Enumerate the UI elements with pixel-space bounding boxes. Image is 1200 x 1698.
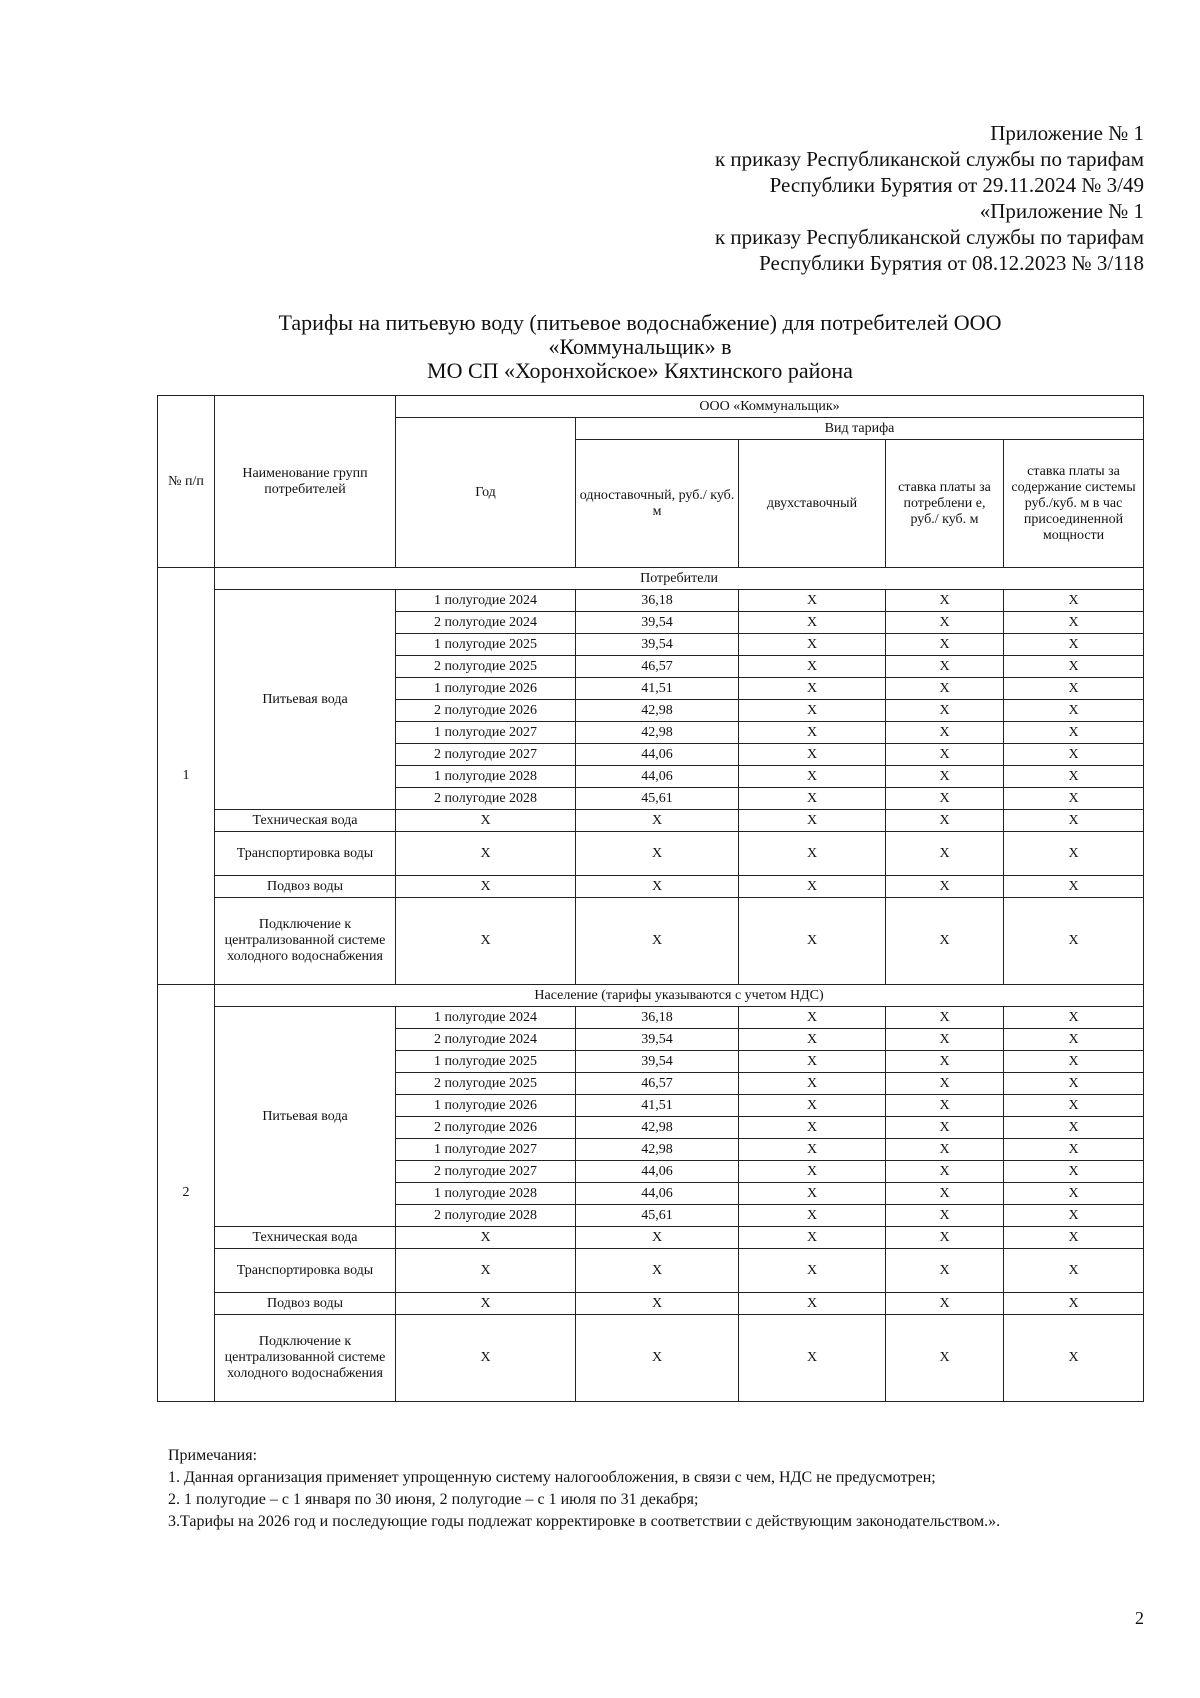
two-part-rate-cell: X <box>739 700 886 722</box>
capacity-rate-cell: X <box>1004 1117 1144 1139</box>
capacity-rate-cell: X <box>1004 832 1144 876</box>
consumption-rate-cell: X <box>886 1051 1004 1073</box>
two-part-rate-cell: X <box>739 1315 886 1402</box>
single-rate-cell: 44,06 <box>576 1161 739 1183</box>
capacity-rate-cell: X <box>1004 634 1144 656</box>
period-cell: 2 полугодие 2027 <box>396 744 576 766</box>
consumption-rate-cell: X <box>886 744 1004 766</box>
capacity-rate-cell: X <box>1004 700 1144 722</box>
consumption-rate-cell: X <box>886 656 1004 678</box>
page-number: 2 <box>1135 1608 1144 1628</box>
capacity-rate-cell: X <box>1004 722 1144 744</box>
single-rate-cell: 44,06 <box>576 766 739 788</box>
year-cell: X <box>396 1315 576 1402</box>
year-cell: X <box>396 1293 576 1315</box>
table-row <box>158 1315 1144 1402</box>
two-part-rate-cell: X <box>739 1293 886 1315</box>
period-cell: 2 полугодие 2026 <box>396 700 576 722</box>
section-number: 1 <box>158 568 215 985</box>
header-num: № п/п <box>158 396 215 568</box>
single-rate-cell: 41,51 <box>576 678 739 700</box>
single-rate-cell: X <box>576 1315 739 1402</box>
period-cell: 1 полугодие 2025 <box>396 1051 576 1073</box>
section-title-row <box>158 985 1144 1007</box>
consumption-rate-cell: X <box>886 1007 1004 1029</box>
capacity-rate-cell: X <box>1004 1227 1144 1249</box>
table-row <box>158 876 1144 898</box>
single-rate-cell: 45,61 <box>576 788 739 810</box>
single-rate-cell: 45,61 <box>576 1205 739 1227</box>
group-name: Питьевая вода <box>215 1007 396 1227</box>
section-title-row <box>158 568 1144 590</box>
capacity-rate-cell: X <box>1004 590 1144 612</box>
table-row <box>158 1249 1144 1293</box>
two-part-rate-cell: X <box>739 1073 886 1095</box>
single-rate-cell: 41,51 <box>576 1095 739 1117</box>
capacity-rate-cell: X <box>1004 612 1144 634</box>
table-row <box>158 590 1144 612</box>
period-cell: 1 полугодие 2027 <box>396 722 576 744</box>
period-cell: 2 полугодие 2026 <box>396 1117 576 1139</box>
capacity-rate-cell: X <box>1004 1249 1144 1293</box>
period-cell: 2 полугодие 2025 <box>396 656 576 678</box>
two-part-rate-cell: X <box>739 656 886 678</box>
consumption-rate-cell: X <box>886 700 1004 722</box>
two-part-rate-cell: X <box>739 876 886 898</box>
single-rate-cell: 44,06 <box>576 1183 739 1205</box>
group-name: Подвоз воды <box>215 876 396 898</box>
period-cell: 2 полугодие 2028 <box>396 1205 576 1227</box>
header-consumption-rate: ставка платы за потреблени е, руб./ куб. м <box>886 440 1004 568</box>
period-cell: 1 полугодие 2025 <box>396 634 576 656</box>
capacity-rate-cell: X <box>1004 1161 1144 1183</box>
two-part-rate-cell: X <box>739 744 886 766</box>
single-rate-cell: X <box>576 832 739 876</box>
single-rate-cell: 36,18 <box>576 1007 739 1029</box>
year-cell: X <box>396 832 576 876</box>
period-cell: 1 полугодие 2028 <box>396 766 576 788</box>
two-part-rate-cell: X <box>739 766 886 788</box>
consumption-rate-cell: X <box>886 1315 1004 1402</box>
period-cell: 1 полугодие 2026 <box>396 678 576 700</box>
header-line: к приказу Республиканской службы по тарифам <box>714 225 1144 249</box>
single-rate-cell: 46,57 <box>576 1073 739 1095</box>
group-name: Транспортировка воды <box>215 832 396 876</box>
year-cell: X <box>396 876 576 898</box>
two-part-rate-cell: X <box>739 1051 886 1073</box>
two-part-rate-cell: X <box>739 810 886 832</box>
two-part-rate-cell: X <box>739 832 886 876</box>
header-line: Республики Бурятия от 29.11.2024 № 3/49 <box>769 173 1144 197</box>
header-two-part-rate: двухставочный <box>739 440 886 568</box>
group-name: Техническая вода <box>215 810 396 832</box>
two-part-rate-cell: X <box>739 1227 886 1249</box>
consumption-rate-cell: X <box>886 590 1004 612</box>
year-cell: X <box>396 1227 576 1249</box>
group-name: Подключение к централизованной системе холодного водоснабжения <box>215 1315 396 1402</box>
capacity-rate-cell: X <box>1004 678 1144 700</box>
two-part-rate-cell: X <box>739 788 886 810</box>
consumption-rate-cell: X <box>886 832 1004 876</box>
capacity-rate-cell: X <box>1004 1073 1144 1095</box>
notes-section <box>168 1445 1144 1533</box>
single-rate-cell: X <box>576 1293 739 1315</box>
two-part-rate-cell: X <box>739 1029 886 1051</box>
header-org: ООО «Коммунальщик» <box>396 396 1144 418</box>
two-part-rate-cell: X <box>739 722 886 744</box>
single-rate-cell: X <box>576 1227 739 1249</box>
two-part-rate-cell: X <box>739 1139 886 1161</box>
table-row <box>158 810 1144 832</box>
consumption-rate-cell: X <box>886 766 1004 788</box>
table-row <box>158 832 1144 876</box>
single-rate-cell: 42,98 <box>576 1117 739 1139</box>
two-part-rate-cell: X <box>739 1007 886 1029</box>
two-part-rate-cell: X <box>739 678 886 700</box>
consumption-rate-cell: X <box>886 678 1004 700</box>
period-cell: 2 полугодие 2028 <box>396 788 576 810</box>
period-cell: 2 полугодие 2024 <box>396 1029 576 1051</box>
single-rate-cell: 42,98 <box>576 722 739 744</box>
capacity-rate-cell: X <box>1004 898 1144 985</box>
notes-heading: Примечания: <box>168 1447 258 1464</box>
section-number: 2 <box>158 985 215 1402</box>
group-name: Подвоз воды <box>215 1293 396 1315</box>
year-cell: X <box>396 810 576 832</box>
header-line: к приказу Республиканской службы по тарифам <box>714 147 1144 171</box>
period-cell: 2 полугодие 2027 <box>396 1161 576 1183</box>
consumption-rate-cell: X <box>886 1161 1004 1183</box>
consumption-rate-cell: X <box>886 876 1004 898</box>
note-item: 1. Данная организация применяет упрощенную систему налогообложения, в связи с чем, НДС не предусмотрен; <box>168 1469 936 1486</box>
capacity-rate-cell: X <box>1004 1183 1144 1205</box>
single-rate-cell: 42,98 <box>576 1139 739 1161</box>
header-single-rate: одноставочный, руб./ куб. м <box>576 440 739 568</box>
consumption-rate-cell: X <box>886 1073 1004 1095</box>
header-capacity-rate: ставка платы за содержание системы руб./куб. м в час присоединенной мощности <box>1004 440 1144 568</box>
two-part-rate-cell: X <box>739 1183 886 1205</box>
capacity-rate-cell: X <box>1004 1205 1144 1227</box>
title-line: МО СП «Хоронхойское» Кяхтинского района <box>427 358 853 383</box>
consumption-rate-cell: X <box>886 788 1004 810</box>
table-row <box>158 1227 1144 1249</box>
year-cell: X <box>396 1249 576 1293</box>
two-part-rate-cell: X <box>739 590 886 612</box>
header-tariff-type: Вид тарифа <box>576 418 1144 440</box>
single-rate-cell: 39,54 <box>576 634 739 656</box>
period-cell: 1 полугодие 2024 <box>396 590 576 612</box>
table-body <box>158 568 1144 1402</box>
capacity-rate-cell: X <box>1004 744 1144 766</box>
single-rate-cell: 42,98 <box>576 700 739 722</box>
consumption-rate-cell: X <box>886 612 1004 634</box>
title-line: «Коммунальщик» в <box>548 334 732 359</box>
capacity-rate-cell: X <box>1004 1139 1144 1161</box>
two-part-rate-cell: X <box>739 1161 886 1183</box>
year-cell: X <box>396 898 576 985</box>
consumption-rate-cell: X <box>886 1029 1004 1051</box>
consumption-rate-cell: X <box>886 634 1004 656</box>
consumption-rate-cell: X <box>886 1139 1004 1161</box>
capacity-rate-cell: X <box>1004 876 1144 898</box>
two-part-rate-cell: X <box>739 634 886 656</box>
capacity-rate-cell: X <box>1004 656 1144 678</box>
table-row <box>158 898 1144 985</box>
capacity-rate-cell: X <box>1004 1315 1144 1402</box>
single-rate-cell: X <box>576 898 739 985</box>
capacity-rate-cell: X <box>1004 788 1144 810</box>
document-title <box>150 311 1130 383</box>
period-cell: 2 полугодие 2025 <box>396 1073 576 1095</box>
tariff-table <box>157 395 1144 1402</box>
header-year: Год <box>396 418 576 568</box>
consumption-rate-cell: X <box>886 1117 1004 1139</box>
group-name: Питьевая вода <box>215 590 396 810</box>
header-group: Наименование групп потребителей <box>215 396 396 568</box>
capacity-rate-cell: X <box>1004 1051 1144 1073</box>
table-row <box>158 1293 1144 1315</box>
capacity-rate-cell: X <box>1004 810 1144 832</box>
note-item: 3.Тарифы на 2026 год и последующие годы подлежат корректировке в соответствии с действующим законодательством.». <box>168 1513 1001 1530</box>
single-rate-cell: X <box>576 810 739 832</box>
single-rate-cell: 36,18 <box>576 590 739 612</box>
single-rate-cell: 39,54 <box>576 1029 739 1051</box>
consumption-rate-cell: X <box>886 1227 1004 1249</box>
consumption-rate-cell: X <box>886 1095 1004 1117</box>
capacity-rate-cell: X <box>1004 766 1144 788</box>
capacity-rate-cell: X <box>1004 1293 1144 1315</box>
appendix-header <box>544 120 1144 276</box>
two-part-rate-cell: X <box>739 1205 886 1227</box>
period-cell: 1 полугодие 2028 <box>396 1183 576 1205</box>
two-part-rate-cell: X <box>739 1249 886 1293</box>
header-line: Приложение № 1 <box>990 121 1144 145</box>
title-line: Тарифы на питьевую воду (питьевое водоснабжение) для потребителей ООО <box>278 310 1002 335</box>
two-part-rate-cell: X <box>739 1095 886 1117</box>
consumption-rate-cell: X <box>886 1293 1004 1315</box>
single-rate-cell: 44,06 <box>576 744 739 766</box>
consumption-rate-cell: X <box>886 722 1004 744</box>
period-cell: 1 полугодие 2026 <box>396 1095 576 1117</box>
single-rate-cell: 39,54 <box>576 1051 739 1073</box>
single-rate-cell: 39,54 <box>576 612 739 634</box>
period-cell: 1 полугодие 2027 <box>396 1139 576 1161</box>
section-title: Потребители <box>215 568 1144 590</box>
header-line: Республики Бурятия от 08.12.2023 № 3/118 <box>759 251 1144 275</box>
single-rate-cell: X <box>576 1249 739 1293</box>
two-part-rate-cell: X <box>739 898 886 985</box>
consumption-rate-cell: X <box>886 810 1004 832</box>
consumption-rate-cell: X <box>886 898 1004 985</box>
consumption-rate-cell: X <box>886 1183 1004 1205</box>
consumption-rate-cell: X <box>886 1205 1004 1227</box>
group-name: Подключение к централизованной системе холодного водоснабжения <box>215 898 396 985</box>
note-item: 2. 1 полугодие – с 1 января по 30 июня, 2 полугодие – с 1 июля по 31 декабря; <box>168 1491 699 1508</box>
period-cell: 2 полугодие 2024 <box>396 612 576 634</box>
section-title: Население (тарифы указываются с учетом НДС) <box>215 985 1144 1007</box>
group-name: Техническая вода <box>215 1227 396 1249</box>
period-cell: 1 полугодие 2024 <box>396 1007 576 1029</box>
two-part-rate-cell: X <box>739 1117 886 1139</box>
header-line: «Приложение № 1 <box>979 199 1144 223</box>
group-name: Транспортировка воды <box>215 1249 396 1293</box>
two-part-rate-cell: X <box>739 612 886 634</box>
capacity-rate-cell: X <box>1004 1029 1144 1051</box>
single-rate-cell: X <box>576 876 739 898</box>
capacity-rate-cell: X <box>1004 1007 1144 1029</box>
consumption-rate-cell: X <box>886 1249 1004 1293</box>
single-rate-cell: 46,57 <box>576 656 739 678</box>
capacity-rate-cell: X <box>1004 1095 1144 1117</box>
table-row <box>158 1007 1144 1029</box>
